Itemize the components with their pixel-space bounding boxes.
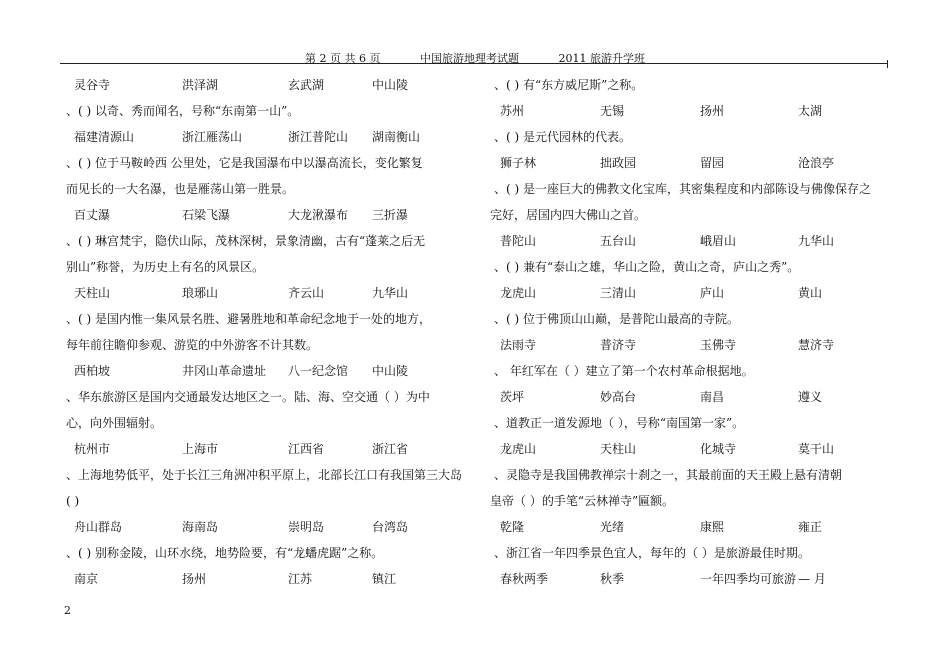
answer-option: 龙虎山	[500, 442, 537, 456]
answer-option: — 月	[798, 572, 826, 586]
answer-option: 齐云山	[288, 286, 325, 300]
answer-option: 扬州	[182, 572, 207, 586]
header-exam-title: 中国旅游地理考试题	[419, 52, 519, 65]
answer-option: 灵谷寺	[74, 78, 111, 92]
answer-option: 妙高台	[600, 390, 637, 404]
answer-option: 扬州	[700, 104, 725, 118]
answer-option: 留园	[700, 156, 725, 170]
answer-option: 福建清源山	[74, 130, 135, 144]
question-text: 、浙江省一年四季景色宜人，每年的（ ）是旅游最佳时期。	[494, 546, 810, 560]
answer-option: 天柱山	[600, 442, 637, 456]
question-text: 、( ) 是一座巨大的佛教文化宝库，其密集程度和内部陈设与佛像保存之	[494, 182, 871, 196]
answer-option: 康熙	[700, 520, 725, 534]
question-text: 、灵隐寺是我国佛教禅宗十刹之一，其最前面的天王殿上悬有清朝	[494, 468, 843, 482]
question-text: 、( ) 别称金陵，山环水绕，地势险要，有“龙蟠虎踞”之称。	[66, 546, 384, 560]
question-text: 、( ) 以奇、秀而闻名，号称“东南第一山”。	[66, 104, 300, 118]
answer-option: 江西省	[288, 442, 325, 456]
answer-option: 普济寺	[600, 338, 637, 352]
answer-option: 百丈瀑	[74, 208, 111, 222]
answer-option: 井冈山革命遗址	[182, 364, 267, 378]
answer-option: 湖南衡山	[372, 130, 421, 144]
answer-option: 光绪	[600, 520, 625, 534]
answer-option: 一年四季均可旅游	[700, 572, 797, 586]
answer-option: 龙虎山	[500, 286, 537, 300]
question-text: 、( ) 位于佛顶山山巅，是普陀山最高的寺院。	[494, 312, 739, 326]
answer-option: 八一纪念馆	[288, 364, 349, 378]
answer-option: 浙江省	[372, 442, 409, 456]
question-text: 、( ) 琳宫梵宇，隐伏山际，茂林深树，景象清幽，古有“蓬莱之后无	[66, 234, 426, 248]
answer-option: 玉佛寺	[700, 338, 737, 352]
question-text: 、( ) 兼有“泰山之雄，华山之险，黄山之奇，庐山之秀”。	[494, 260, 800, 274]
page-number: 2	[64, 604, 71, 617]
question-text: 皇帝（ ）的手笔“云林禅寺”匾额。	[490, 494, 675, 508]
answer-option: 化城寺	[700, 442, 737, 456]
answer-option: 苏州	[500, 104, 525, 118]
question-text: 每年前往瞻仰参观、游览的中外游客不计其数。	[66, 338, 319, 352]
answer-option: 上海市	[182, 442, 219, 456]
answer-option: 浙江雁荡山	[182, 130, 243, 144]
answer-option: 茨坪	[500, 390, 525, 404]
header-rule-tick	[887, 60, 888, 68]
question-text: 别山”称誉，为历史上有名的风景区。	[66, 260, 265, 274]
answer-option: 三折瀑	[372, 208, 409, 222]
answer-option: 南昌	[700, 390, 725, 404]
question-text: 、华东旅游区是国内交通最发达地区之一。陆、海、空交通（ ）为中	[66, 390, 430, 404]
answer-option: 南京	[74, 572, 99, 586]
question-text: 而见长的一大名瀑，也是雁荡山第一胜景。	[66, 182, 295, 196]
answer-option: 台湾岛	[372, 520, 409, 534]
question-text: 完好，居国内四大佛山之首。	[490, 208, 647, 222]
question-text: 、 年红军在（ ）建立了第一个农村革命根据地。	[494, 364, 754, 378]
answer-option: 江苏	[288, 572, 313, 586]
question-text: 、( ) 位于马鞍岭西 公里处，它是我国瀑布中以瀑高流长，变化繁复	[66, 156, 423, 170]
question-text: 、( ) 有“东方威尼斯”之称。	[494, 78, 644, 92]
answer-option: 崇明岛	[288, 520, 325, 534]
answer-option: 洪泽湖	[182, 78, 219, 92]
answer-option: 狮子林	[500, 156, 537, 170]
answer-option: 舟山群岛	[74, 520, 123, 534]
answer-option: 峨眉山	[700, 234, 737, 248]
header-rule	[60, 63, 887, 64]
answer-option: 雍正	[798, 520, 823, 534]
answer-option: 慧济寺	[798, 338, 835, 352]
answer-option: 乾隆	[500, 520, 525, 534]
answer-option: 三清山	[600, 286, 637, 300]
answer-option: 拙政园	[600, 156, 637, 170]
answer-option: 遵义	[798, 390, 823, 404]
answer-option: 五台山	[600, 234, 637, 248]
answer-option: 玄武湖	[288, 78, 325, 92]
question-text: 、上海地势低平，处于长江三角洲冲积平原上，北部长江口有我国第三大岛	[66, 468, 463, 482]
question-text: 、道教正一道发源地（ ），号称“南国第一家”。	[494, 416, 745, 430]
question-text: 心，向外围辐射。	[66, 416, 163, 430]
answer-option: 天柱山	[74, 286, 111, 300]
answer-option: 中山陵	[372, 78, 409, 92]
answer-option: 莫干山	[798, 442, 835, 456]
question-text: ( )	[66, 494, 80, 508]
header-class-name: 2011 旅游升学班	[558, 52, 645, 65]
answer-option: 镇江	[372, 572, 397, 586]
answer-option: 普陀山	[500, 234, 537, 248]
question-text: 、( ) 是元代园林的代表。	[494, 130, 631, 144]
answer-option: 庐山	[700, 286, 725, 300]
answer-option: 沧浪亭	[798, 156, 835, 170]
answer-option: 海南岛	[182, 520, 219, 534]
question-text: 、( ) 是国内惟一集风景名胜、避暑胜地和革命纪念地于一处的地方，	[66, 312, 431, 326]
answer-option: 西柏坡	[74, 364, 111, 378]
answer-option: 浙江普陀山	[288, 130, 349, 144]
header-page-indicator: 第 2 页 共 6 页	[305, 52, 381, 65]
answer-option: 石梁飞瀑	[182, 208, 231, 222]
answer-option: 琅琊山	[182, 286, 219, 300]
answer-option: 太湖	[798, 104, 823, 118]
answer-option: 法雨寺	[500, 338, 537, 352]
answer-option: 九华山	[372, 286, 409, 300]
answer-option: 大龙湫瀑布	[288, 208, 349, 222]
answer-option: 杭州市	[74, 442, 111, 456]
answer-option: 春秋两季	[500, 572, 549, 586]
answer-option: 无锡	[600, 104, 625, 118]
answer-option: 秋季	[600, 572, 625, 586]
answer-option: 黄山	[798, 286, 823, 300]
answer-option: 九华山	[798, 234, 835, 248]
answer-option: 中山陵	[372, 364, 409, 378]
